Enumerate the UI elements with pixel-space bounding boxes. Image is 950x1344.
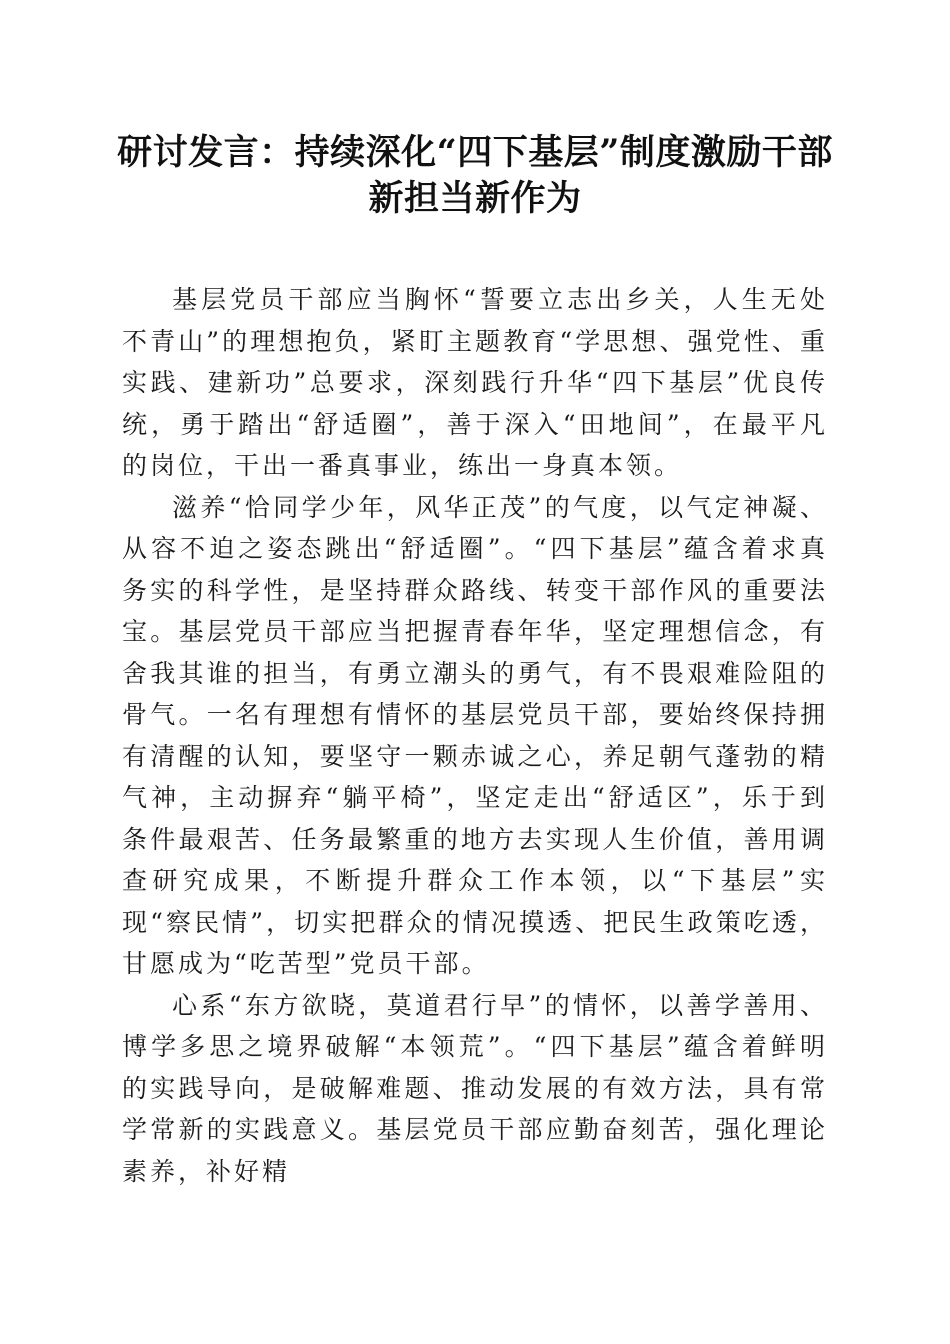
paragraph: 滋养“恰同学少年，风华正茂”的气度，以气定神凝、从容不迫之姿态跳出“舒适圈”。“四下基层”蕴含着求真务实的科学性，是坚持群众路线、转变干部作风的重要法宝。基层党员干部应当把握青春年华，坚定理想信念，有舍我其谁的担当，有勇立潮头的勇气，有不畏艰难险阻的骨气。一名有理想有情怀的基层党员干部，要始终保持拥有清醒的认知，要坚守一颗赤诚之心，养足朝气蓬勃的精气神，主动摒弃“躺平椅”，坚定走出“舒适区”，乐于到条件最艰苦、任务最繁重的地方去实现人生价值，善用调查研究成果，不断提升群众工作本领，以“下基层”实现“察民情”，切实把群众的情况摸透、把民生政策吃透，甘愿成为“吃苦型”党员干部。 [122, 492, 828, 978]
document-body [122, 279, 828, 1192]
paragraph: 心系“东方欲晓，莫道君行早”的情怀，以善学善用、博学多思之境界破解“本领荒”。“四下基层”蕴含着鲜明的实践导向，是破解难题、推动发展的有效方法，具有常学常新的实践意义。基层党员干部应勤奋刻苦，强化理论素养，补好精 [122, 990, 828, 1186]
document-title: 研讨发言：持续深化“四下基层”制度激励干部新担当新作为 [117, 132, 833, 219]
paragraph: 基层党员干部应当胸怀“誓要立志出乡关，人生无处不青山”的理想抱负，紧盯主题教育“学思想、强党性、重实践、建新功”总要求，深刻践行升华“四下基层”优良传统，勇于踏出“舒适圈”，善于深入“田地间”，在最平凡的岗位，干出一番真事业，练出一身真本领。 [122, 285, 828, 480]
